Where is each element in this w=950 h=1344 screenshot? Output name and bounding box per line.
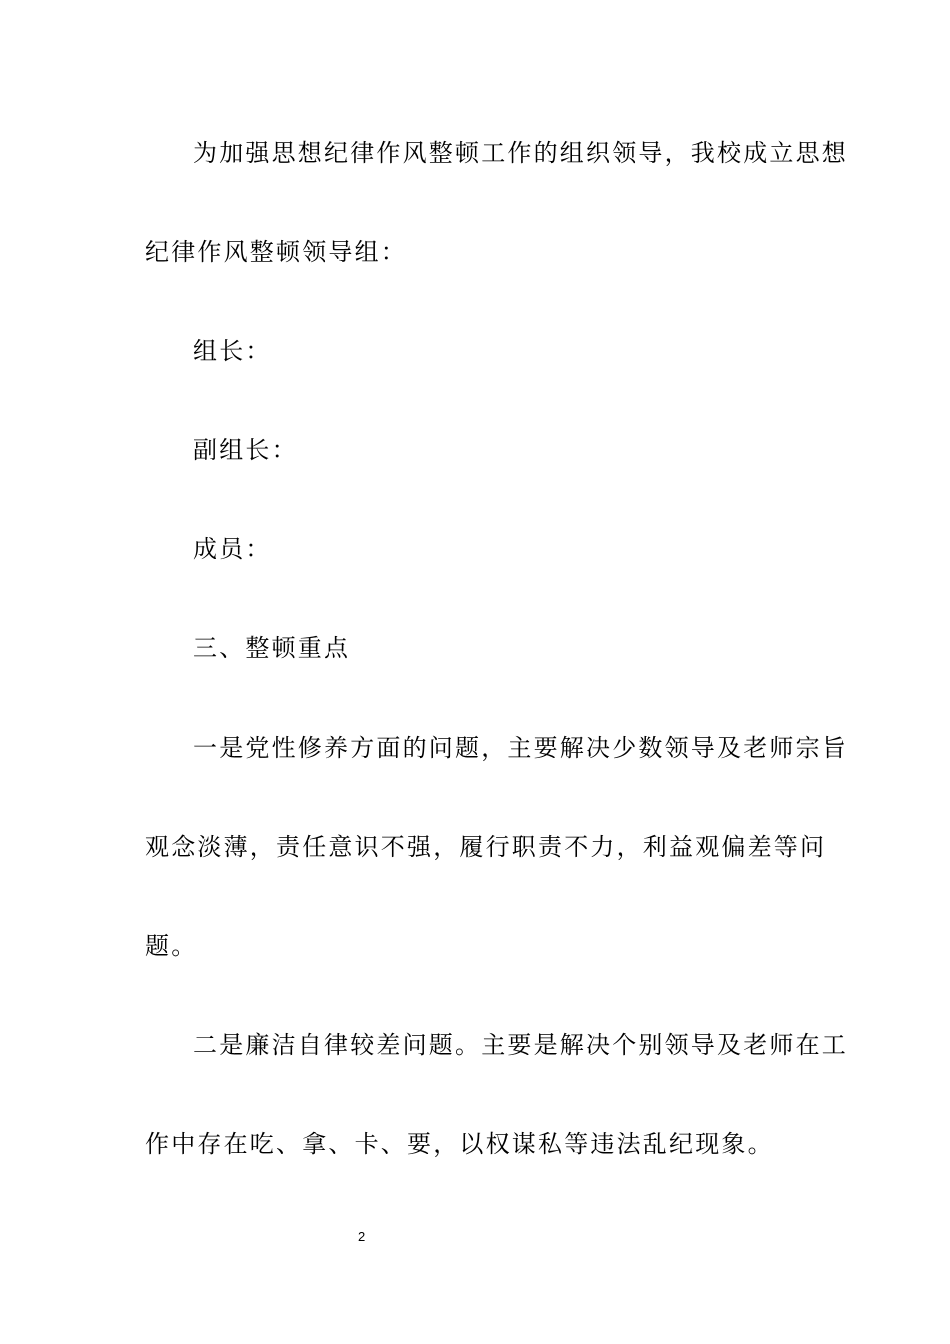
members-label: 成员： <box>193 535 272 563</box>
paragraph-1-line-1: 为加强思想纪律作风整顿工作的组织领导，我校成立思想 <box>193 139 848 167</box>
page-number: 2 <box>358 1229 366 1244</box>
paragraph-2-line-2: 观念淡薄，责任意识不强，履行职责不力，利益观偏差等问 <box>145 833 827 861</box>
section-heading: 三、整顿重点 <box>193 634 351 662</box>
paragraph-2-line-3: 题。 <box>145 932 198 960</box>
paragraph-3-line-2: 作中存在吃、拿、卡、要，以权谋私等违法乱纪现象。 <box>145 1130 774 1158</box>
paragraph-3-line-1: 二是廉洁自律较差问题。主要是解决个别领导及老师在工 <box>193 1031 848 1059</box>
paragraph-1-line-2: 纪律作风整顿领导组： <box>145 238 407 266</box>
paragraph-2-line-1: 一是党性修养方面的问题，主要解决少数领导及老师宗旨 <box>193 734 848 762</box>
deputy-leader-label: 副组长： <box>193 436 298 464</box>
group-leader-label: 组长： <box>193 337 272 365</box>
